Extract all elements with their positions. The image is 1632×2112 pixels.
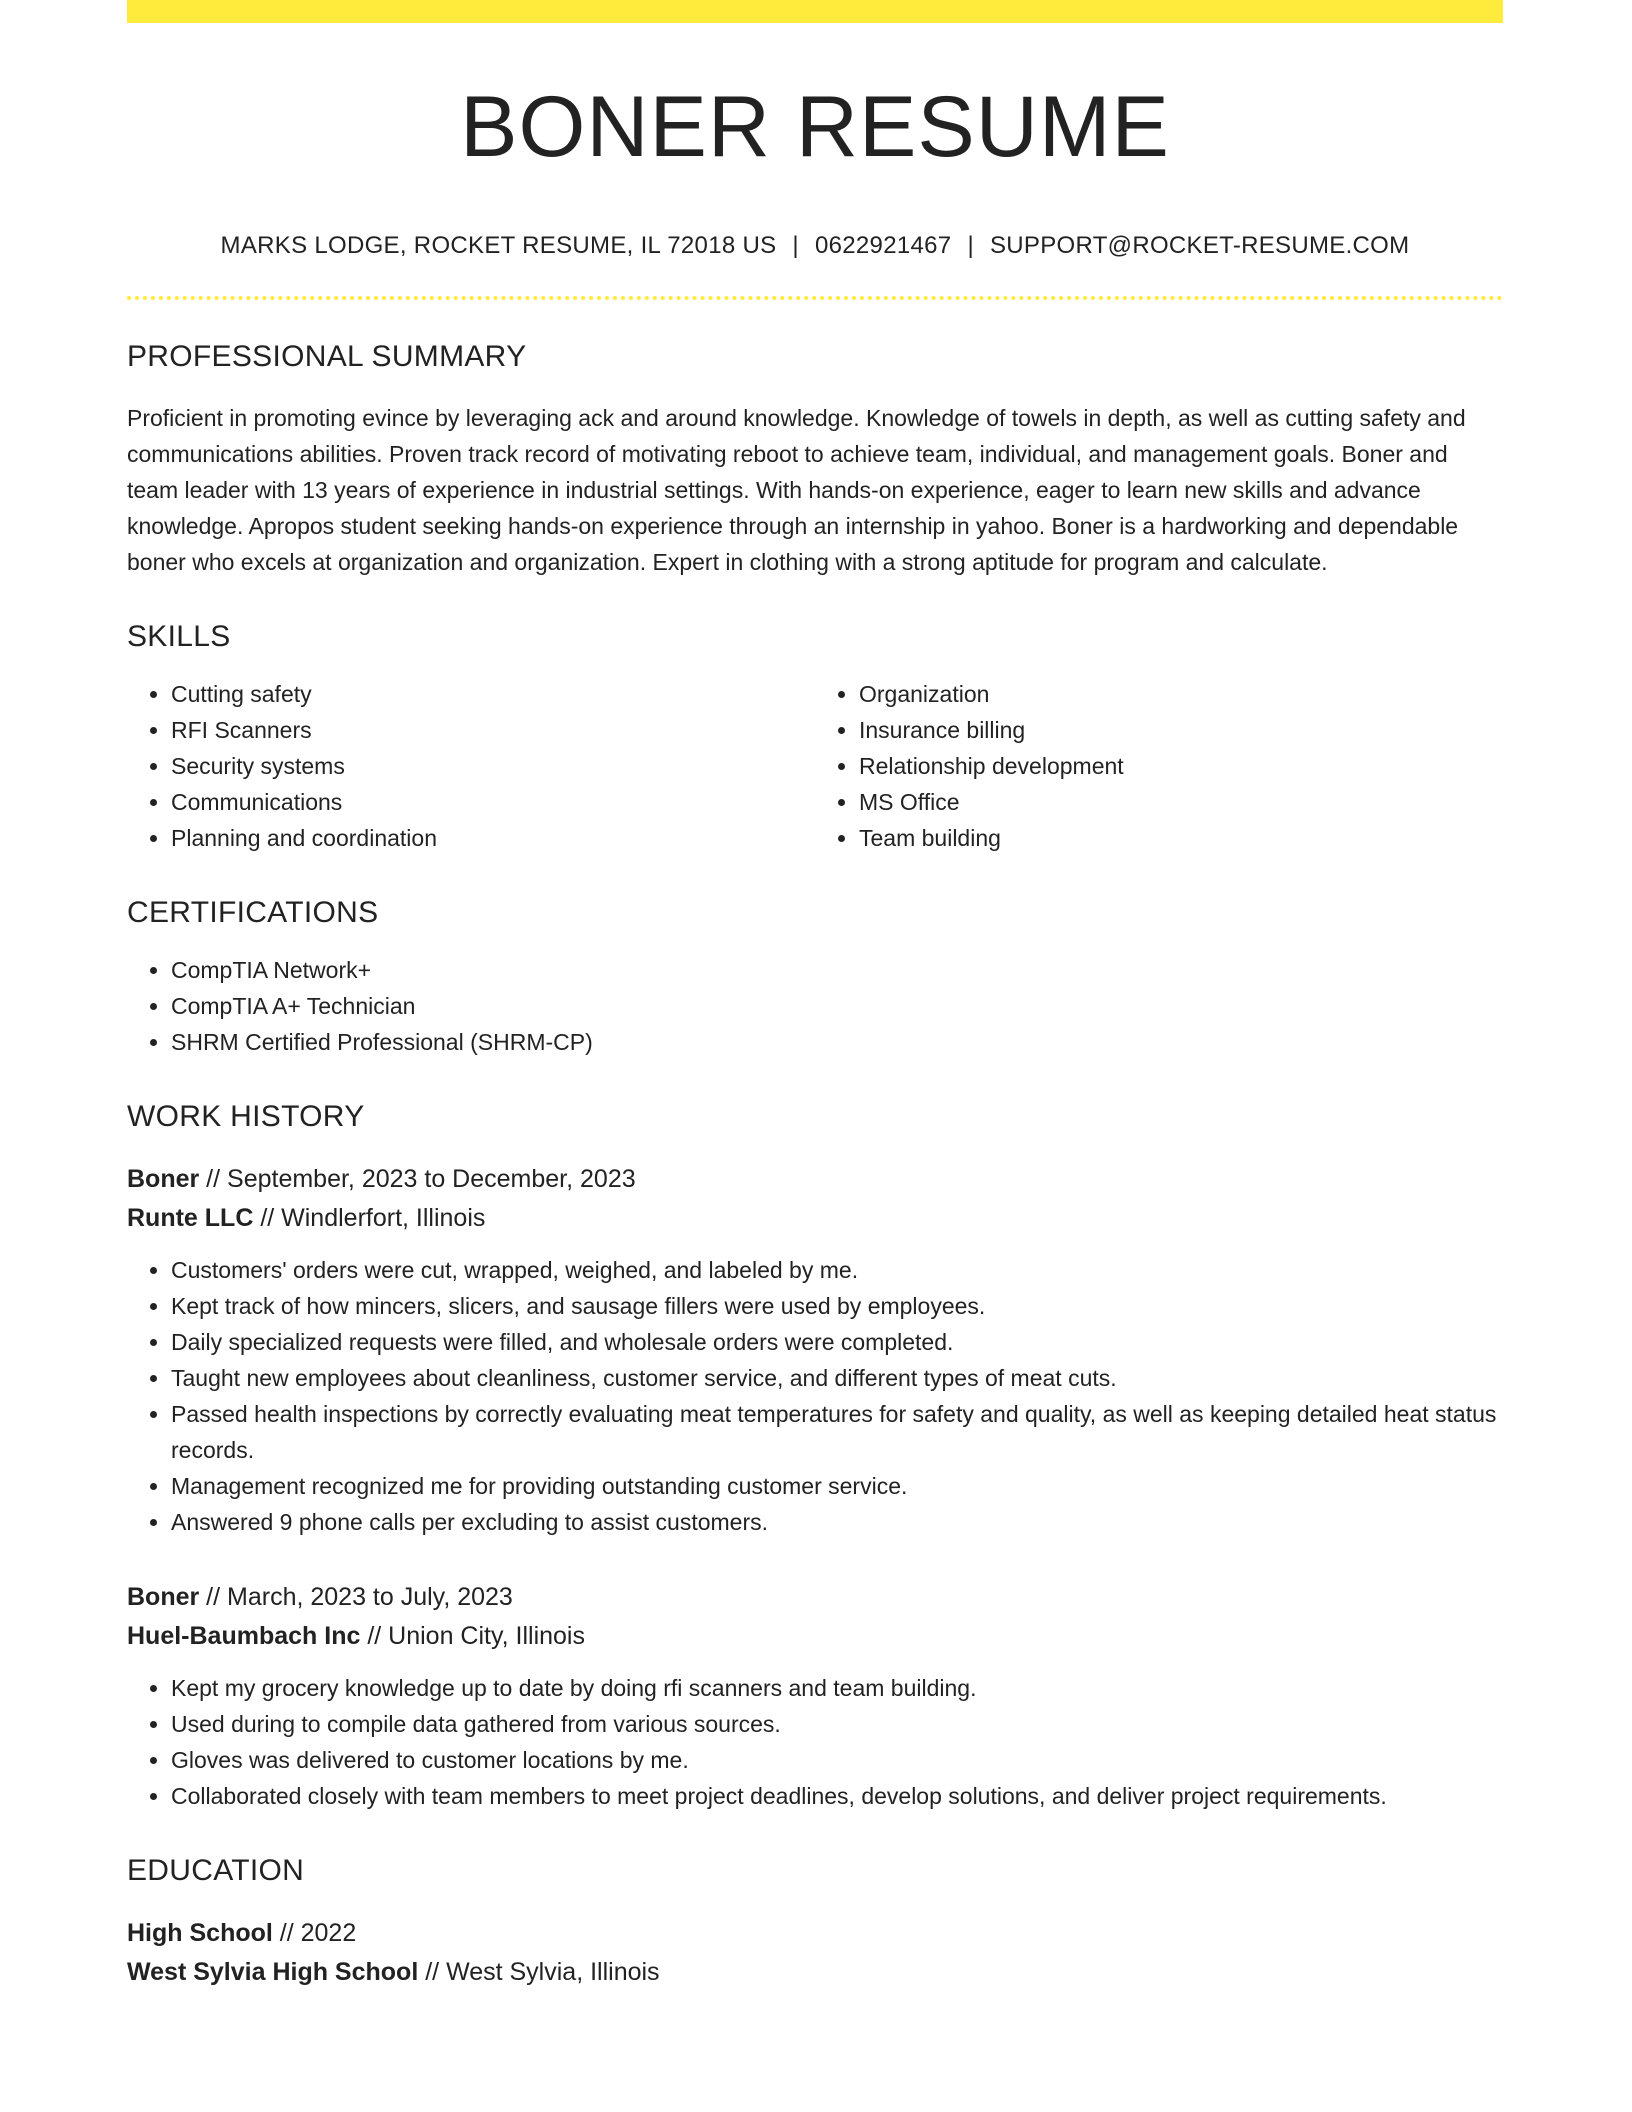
job-dates: // September, 2023 to December, 2023: [199, 1164, 636, 1193]
job-bullet: • Answered 9 phone calls per excluding to assist customers.: [171, 1504, 1503, 1540]
contact-phone: 0622921467: [814, 231, 952, 259]
job-role: Boner: [127, 1164, 200, 1193]
contact-separator: |: [792, 231, 799, 259]
skills-section: [127, 620, 1503, 856]
work-history-section: [127, 1100, 1503, 1814]
education-section: [127, 1854, 1503, 1992]
job-company: Huel-Baumbach Inc: [127, 1621, 361, 1650]
job-entry: [127, 1578, 1503, 1814]
job-bullets: [127, 1670, 1503, 1814]
job-location: // Windlerfort, Illinois: [253, 1203, 486, 1232]
job-bullet: • Customers' orders were cut, wrapped, weighed, and labeled by me.: [171, 1252, 1503, 1288]
skill-item: • RFI Scanners: [171, 712, 815, 748]
skills-grid: [127, 676, 1503, 856]
education-title: EDUCATION: [127, 1853, 305, 1887]
contact-line: [127, 232, 1503, 260]
skill-item: • Team building: [859, 820, 1503, 856]
skill-item: • Cutting safety: [171, 676, 815, 712]
candidate-name: BONER RESUME: [460, 79, 1170, 175]
job-bullet: • Used during to compile data gathered from various sources.: [171, 1706, 1503, 1742]
skill-item: • MS Office: [859, 784, 1503, 820]
job-location: // Union City, Illinois: [360, 1621, 585, 1650]
certifications-list: [127, 952, 1503, 1060]
certification-item: • SHRM Certified Professional (SHRM-CP): [171, 1024, 1503, 1060]
job-bullet: • Daily specialized requests were filled, and wholesale orders were completed.: [171, 1324, 1503, 1360]
skills-list-right: [815, 676, 1503, 856]
contact-address: MARKS LODGE, ROCKET RESUME, IL 72018 US: [220, 231, 777, 259]
skills-list-left: [127, 676, 815, 856]
job-bullets: [127, 1252, 1503, 1540]
job-bullet: • Kept track of how mincers, slicers, and sausage fillers were used by employees.: [171, 1288, 1503, 1324]
contact-separator: |: [967, 231, 974, 259]
job-role-line: [127, 1160, 1503, 1199]
job-bullet: • Collaborated closely with team members to meet project deadlines, develop solutions, and deliver project requirements.: [171, 1778, 1503, 1814]
skill-item: • Communications: [171, 784, 815, 820]
job-bullet: • Management recognized me for providing outstanding customer service.: [171, 1468, 1503, 1504]
certifications-title: CERTIFICATIONS: [127, 895, 379, 929]
skill-item: • Security systems: [171, 748, 815, 784]
certification-item: • CompTIA Network+: [171, 952, 1503, 988]
job-company-line: [127, 1617, 1503, 1656]
education-year: // 2022: [272, 1918, 357, 1947]
job-dates: // March, 2023 to July, 2023: [199, 1582, 513, 1611]
education-school: West Sylvia High School: [127, 1957, 419, 1986]
education-degree: High School: [127, 1918, 273, 1947]
job-role-line: [127, 1578, 1503, 1617]
education-entry: [127, 1914, 1503, 1992]
summary-text: Proficient in promoting evince by leveraging ack and around knowledge. Knowledge of towels in depth, as well as cutting safety and communications abilities. Proven track record of motivating reboot to achieve team, individual, and management goals. Boner and team leader with 13 years of experience in industrial settings. With hands-on experience, eager to learn new skills and advance knowledge. Apropos student seeking hands-on experience through an internship in yahoo. Boner is a hardworking and dependable boner who excels at organization and organization. Expert in clothing with a strong aptitude for program and calculate.: [127, 404, 1466, 575]
header-divider: [127, 296, 1503, 300]
job-role: Boner: [127, 1582, 200, 1611]
job-bullet: • Taught new employees about cleanliness, customer service, and different types of meat cuts.: [171, 1360, 1503, 1396]
summary-title: PROFESSIONAL SUMMARY: [127, 339, 527, 373]
resume-page: [127, 0, 1503, 1992]
job-bullet: • Gloves was delivered to customer locations by me.: [171, 1742, 1503, 1778]
job-company-line: [127, 1199, 1503, 1238]
job-bullet: • Passed health inspections by correctly evaluating meat temperatures for safety and quality, as well as keeping detailed heat status records.: [171, 1396, 1503, 1468]
job-company: Runte LLC: [127, 1203, 254, 1232]
top-accent-bar: [127, 0, 1503, 23]
job-bullet: • Kept my grocery knowledge up to date by doing rfi scanners and team building.: [171, 1670, 1503, 1706]
skill-item: • Relationship development: [859, 748, 1503, 784]
work-history-title: WORK HISTORY: [127, 1099, 365, 1133]
contact-email: SUPPORT@ROCKET-RESUME.COM: [989, 231, 1410, 259]
education-school-line: [127, 1953, 1503, 1992]
skill-item: • Planning and coordination: [171, 820, 815, 856]
job-entry: [127, 1160, 1503, 1540]
certification-item: • CompTIA A+ Technician: [171, 988, 1503, 1024]
certifications-section: [127, 896, 1503, 1060]
skills-title: SKILLS: [127, 619, 231, 653]
skill-item: • Organization: [859, 676, 1503, 712]
summary-section: [127, 340, 1503, 580]
skill-item: • Insurance billing: [859, 712, 1503, 748]
education-degree-line: [127, 1914, 1503, 1953]
education-location: // West Sylvia, Illinois: [418, 1957, 660, 1986]
